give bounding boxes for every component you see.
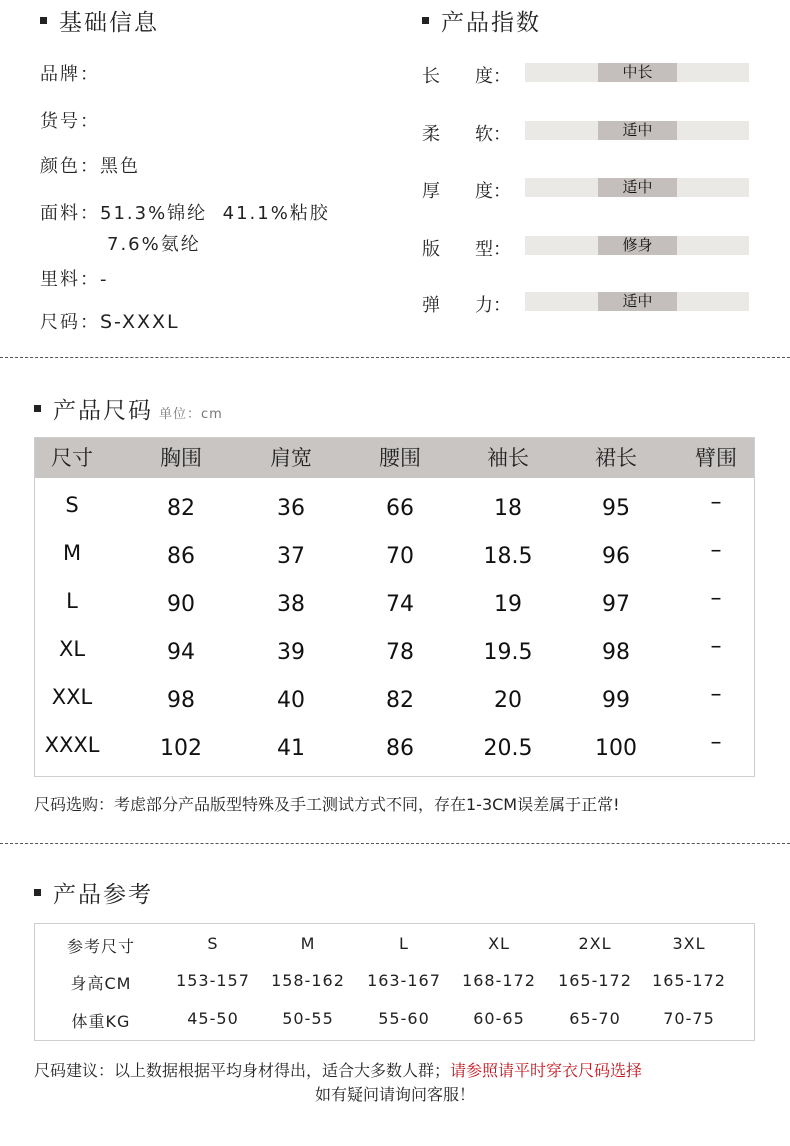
size-table-cell: 98 (602, 640, 630, 665)
size-table-cell: S (65, 493, 79, 517)
reference-table-cell: 70-75 (663, 1009, 715, 1028)
size-table-cell: 98 (167, 688, 195, 713)
size-table-header-cell: 肩宽 (270, 446, 312, 470)
size-table-cell: 74 (386, 592, 414, 617)
index-scale-marker (598, 121, 677, 140)
size-table-cell: 96 (602, 544, 630, 569)
size-value: S-XXXL (100, 311, 180, 333)
size-table-cell: XXXL (44, 733, 100, 757)
reference-table-cell: 158-162 (271, 971, 345, 990)
index-label (422, 120, 512, 146)
size-table-cell: 82 (167, 496, 195, 521)
size-table-cell: 78 (386, 640, 414, 665)
lining-label: 里料： (40, 269, 100, 290)
bullet-icon (422, 17, 429, 24)
reference-table-cell: 163-167 (367, 971, 441, 990)
size-table-cell: XL (58, 637, 86, 661)
section-divider (0, 357, 790, 358)
size-chart-title-text: 产品尺码 (53, 398, 153, 424)
brand-row (40, 60, 100, 86)
reference-table-cell: M (300, 934, 316, 953)
index-value: 适中 (622, 292, 653, 310)
fabric-value-line1: 51.3%锦纶 41.1%粘胶 (100, 203, 330, 224)
reference-table-cell: 3XL (672, 934, 706, 953)
index-label (422, 291, 512, 317)
reference-table-cell: 50-55 (282, 1009, 334, 1028)
size-table-cell: M (62, 541, 82, 565)
reference-note-line2: 如有疑问请询问客服！ (314, 1085, 475, 1104)
size-table-cell: 18.5 (483, 544, 533, 569)
size-table-cell: 95 (602, 496, 630, 521)
section-divider (0, 843, 790, 844)
index-label (422, 235, 512, 261)
index-label-suffix: 软： (475, 124, 511, 145)
bullet-icon (40, 17, 47, 24)
size-table-cell: – (710, 730, 722, 755)
bullet-icon (34, 405, 41, 412)
reference-note-highlight: 请参照请平时穿衣尺码选择 (450, 1061, 643, 1080)
size-table-cell: 70 (386, 544, 414, 569)
fabric-row (40, 199, 330, 225)
index-label-char: 长 (422, 66, 440, 87)
size-table-cell: 18 (494, 496, 522, 521)
size-table-cell: – (710, 634, 722, 659)
size-chart-note: 尺码选购：考虑部分产品版型特殊及手工测试方式不同，存在1-3CM误差属于正常! (34, 795, 620, 814)
size-table-cell: 99 (602, 688, 630, 713)
reference-table-cell: 60-65 (473, 1009, 525, 1028)
index-scale-marker (598, 178, 677, 197)
reference-table-cell: L (399, 934, 409, 953)
reference-note (34, 1058, 642, 1081)
index-value: 适中 (622, 121, 653, 139)
reference-table-cell: 165-172 (558, 971, 632, 990)
size-table-cell: L (66, 589, 78, 613)
product-index-title-text: 产品指数 (441, 10, 541, 36)
index-label (422, 177, 512, 203)
size-table-header-cell: 腰围 (379, 446, 421, 470)
reference-table-cell: 55-60 (378, 1009, 430, 1028)
size-table-cell: – (710, 490, 722, 515)
item-no-row (40, 107, 100, 133)
reference-table-cell: 体重KG (71, 1012, 131, 1031)
reference-table-cell: 参考尺寸 (66, 937, 135, 956)
reference-table-cell: 168-172 (462, 971, 536, 990)
reference-note-main: 尺码建议：以上数据根据平均身材得出，适合大多数人群； (34, 1061, 451, 1080)
reference-table (34, 923, 755, 1041)
size-table-header-cell: 袖长 (487, 446, 529, 470)
color-row (40, 152, 140, 178)
size-table-cell: 102 (160, 736, 202, 761)
size-table-cell: 41 (277, 736, 305, 761)
size-table-cell: – (710, 538, 722, 563)
index-label-suffix: 度： (475, 181, 511, 202)
index-scale-bar (525, 236, 749, 255)
size-table-cell: 20.5 (483, 736, 533, 761)
index-label-suffix: 度： (475, 66, 511, 87)
size-table-header-cell: 臂围 (695, 446, 737, 470)
size-table-cell: 37 (277, 544, 305, 569)
lining-value: - (100, 269, 109, 290)
size-table-cell: 86 (386, 736, 414, 761)
size-table-cell: 40 (277, 688, 305, 713)
basic-info-title-text: 基础信息 (59, 10, 159, 36)
reference-table-cell: 身高CM (70, 974, 132, 993)
index-label-char: 厚 (422, 181, 440, 202)
size-chart-title (34, 392, 223, 425)
reference-table-cell: S (207, 934, 219, 953)
reference-table-cell: XL (488, 934, 510, 953)
size-chart-unit: 单位：cm (159, 407, 223, 422)
size-table-header-cell: 尺寸 (51, 446, 93, 470)
size-table-cell: 39 (277, 640, 305, 665)
fabric-value-line2: 7.6%氨纶 (107, 234, 201, 255)
size-table-cell: 66 (386, 496, 414, 521)
size-table-cell: – (710, 682, 722, 707)
index-label-char: 版 (422, 239, 440, 260)
size-table-cell: 94 (167, 640, 195, 665)
fabric-label: 面料： (40, 203, 100, 224)
size-table-cell: 19.5 (483, 640, 533, 665)
size-table-cell: 38 (277, 592, 305, 617)
index-label-char: 柔 (422, 124, 440, 145)
color-label: 颜色： (40, 156, 100, 177)
index-scale-bar (525, 63, 749, 82)
size-table-cell: 90 (167, 592, 195, 617)
size-table-cell: 86 (167, 544, 195, 569)
size-table (34, 437, 755, 777)
index-label-suffix: 力： (475, 295, 511, 316)
size-row (40, 308, 180, 334)
reference-table-cell: 45-50 (187, 1009, 239, 1028)
size-table-cell: 19 (494, 592, 522, 617)
index-value: 中长 (622, 63, 653, 81)
size-table-cell: 100 (595, 736, 637, 761)
brand-label: 品牌： (40, 64, 100, 85)
index-scale-marker (598, 236, 677, 255)
reference-table-cell: 65-70 (569, 1009, 621, 1028)
item-no-label: 货号： (40, 111, 100, 132)
reference-table-cell: 165-172 (652, 971, 726, 990)
index-label-char: 弹 (422, 295, 440, 316)
size-table-cell: 97 (602, 592, 630, 617)
size-table-header-cell: 胸围 (160, 446, 202, 470)
bullet-icon (34, 889, 41, 896)
reference-table-cell: 153-157 (176, 971, 250, 990)
size-table-cell: – (710, 586, 722, 611)
index-scale-bar (525, 121, 749, 140)
index-value: 适中 (622, 178, 653, 196)
size-label: 尺码： (40, 312, 100, 333)
lining-row (40, 265, 109, 291)
index-label (422, 62, 512, 88)
reference-title-text: 产品参考 (53, 882, 153, 908)
index-scale-bar (525, 178, 749, 197)
product-index-title (422, 4, 541, 37)
index-scale-marker (598, 292, 677, 311)
size-table-cell: XXL (51, 685, 93, 709)
index-scale-bar (525, 292, 749, 311)
index-label-suffix: 型： (475, 239, 511, 260)
reference-table-cell: 2XL (578, 934, 612, 953)
size-table-cell: 36 (277, 496, 305, 521)
index-value: 修身 (622, 236, 653, 254)
size-table-header (35, 438, 754, 478)
size-table-cell: 20 (494, 688, 522, 713)
size-table-header-cell: 裙长 (595, 446, 637, 470)
size-table-cell: 82 (386, 688, 414, 713)
index-scale-marker (598, 63, 677, 82)
reference-title (34, 876, 153, 909)
basic-info-title (40, 4, 159, 37)
color-value: 黑色 (100, 156, 140, 177)
